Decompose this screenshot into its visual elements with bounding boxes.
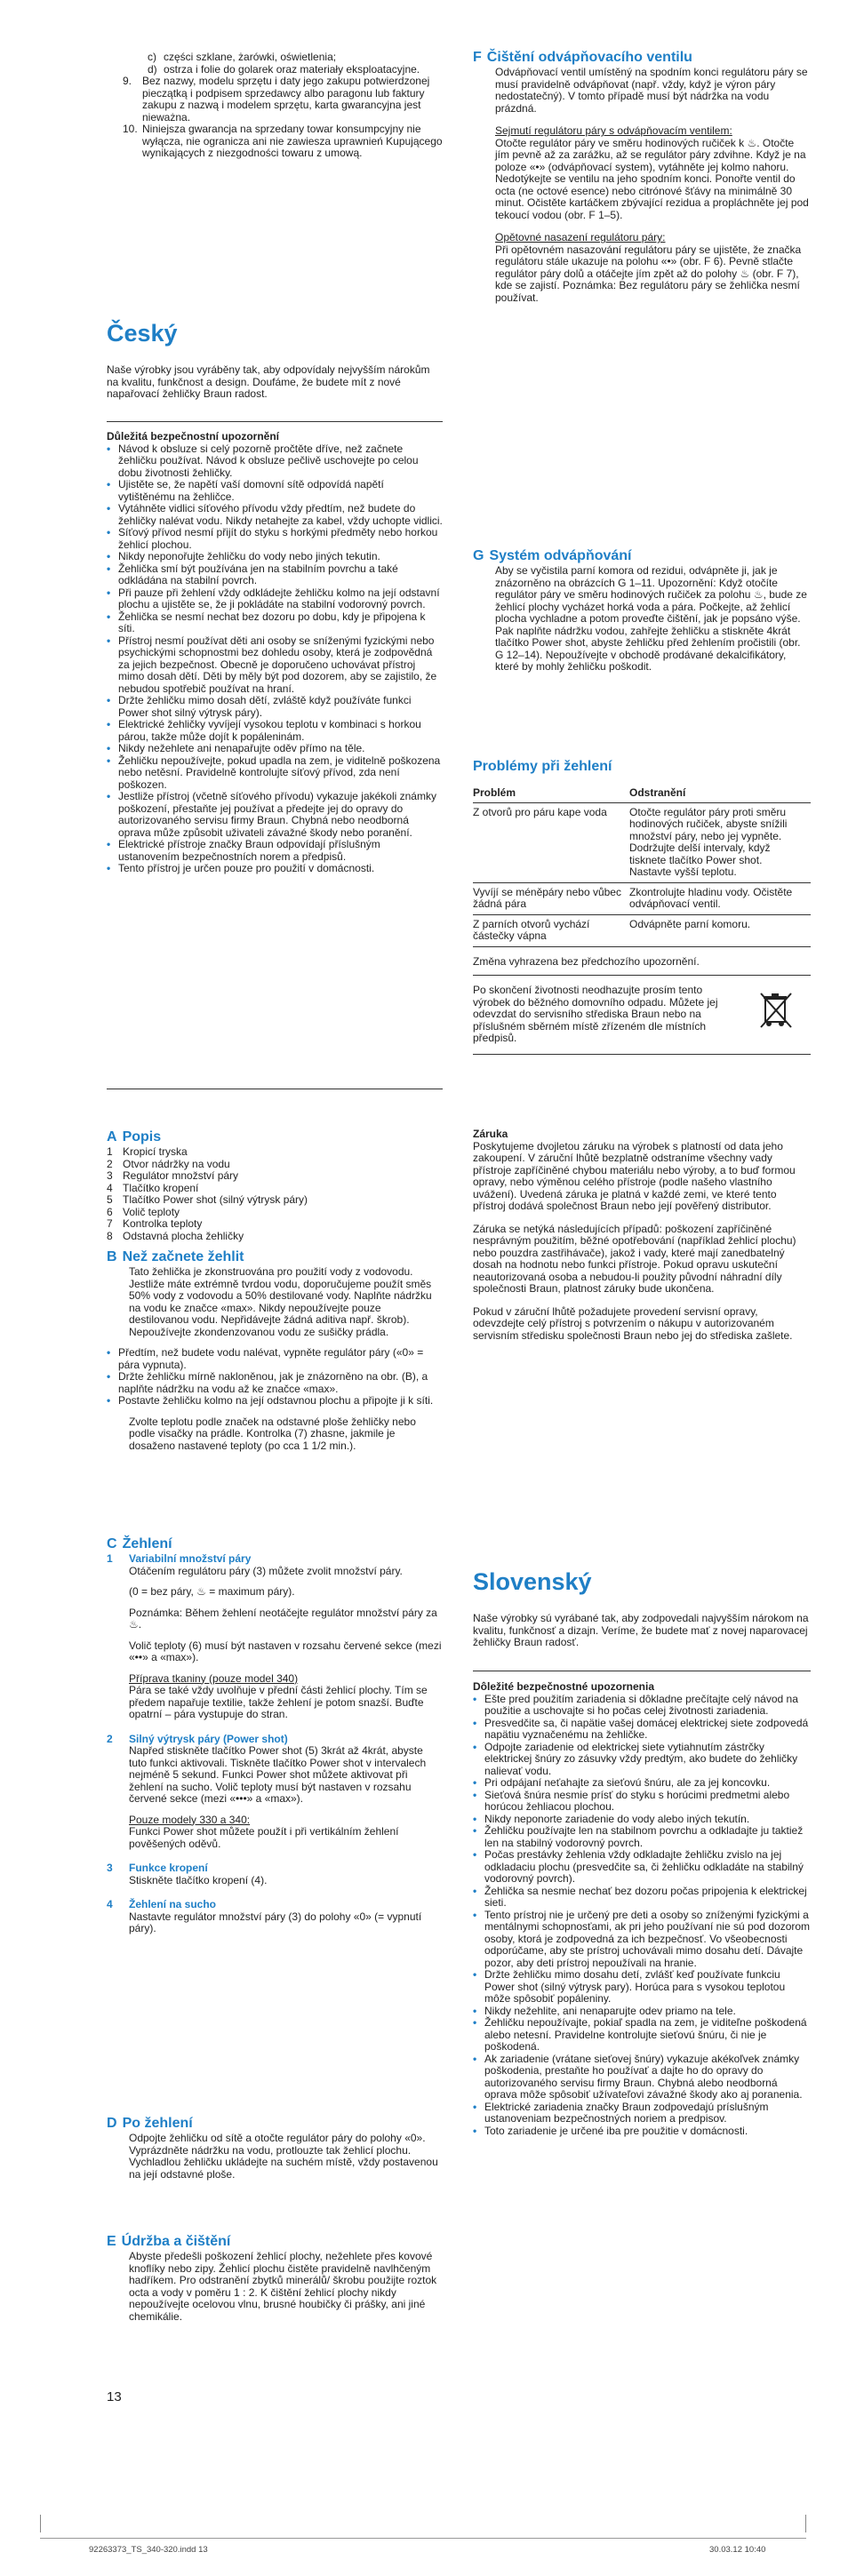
disposal-note xyxy=(473,985,811,1045)
list-item: • Návod k obsluze si celý pozorně pročtěte dříve, než začnete žehličku používat. Návod k obsluze pečlivě uschovejte po celou dobu životnosti žehličky. xyxy=(107,443,443,480)
list-item: • Držte žehličku mimo dosahu detí, zvlášť keď používate funkciu Power shot (silný výtrysk pary). Horúca para s vysokou teplotou môže spôsobiť popáleniny. xyxy=(473,1969,811,2006)
warranty-item xyxy=(123,76,443,124)
list-item: • Tento prístroj nie je určený pre deti a osoby so zníženými fyzickými a mentálnymi schopnosťami, ak pri jeho používaní nie sú pod dozorom osoby, ktorá je zodpovedná za ich bezpečnosť. Vo všeobecnosti odporúčame, aby ste prístroj uchovávali mimo dosahu detí. Dávajte pozor, aby deti prístroj nepoužívali na hranie. xyxy=(473,1910,811,1970)
c4-p1: Nastavte regulátor množství páry (3) do polohy «0» (= vypnutí páry). xyxy=(129,1910,422,1934)
problem-cell: Vyvíjí se méněpáry nebo vůbec žádná pára xyxy=(473,882,629,914)
warranty-p3: Pokud v záruční lhůtě požadujete provedení servisní opravy, odevzdejte celý přístroj s potvrzením o nákupu v autorizovaném servisním středisku společnosti Braun nebo jej do střediska zašlete. xyxy=(473,1304,793,1342)
c1-p2: (0 = bez páry, ♨ = maximum páry). xyxy=(129,1585,295,1598)
list-item: • Žehličku nepoužívajte, pokiaľ spadla na zem, je viditeľne poškodená alebo netesní. Pravidelne kontrolujte sieťovú šnúru, či nie je poškodená. xyxy=(473,2017,811,2054)
section-d-heading: D Po žehlení xyxy=(107,2116,193,2131)
section-f xyxy=(473,49,811,304)
section-g-heading: G Systém odvápňování xyxy=(473,548,632,563)
divider xyxy=(107,421,443,422)
cesky-intro: Naše výrobky jsou vyráběny tak, aby odpovídaly nejvyšším nárokům na kvalitu, funkčnost a design. Doufáme, že budete mít z nové napařovací žehličky Braun radost. xyxy=(107,363,430,400)
section-f-body xyxy=(473,67,811,304)
list-item: • Ak zariadenie (vrátane sieťovej šnúry) vykazuje akékoľvek známky poškodenia, prestaňte ho používať a dajte ho do opravy do autorizovaného servisu firmy Braun. Chybná alebo neodborná oprava môže spôsobiť užívateľovi závažné škody ako aj poranenia. xyxy=(473,2054,811,2101)
slovensky-safety xyxy=(473,1681,811,2137)
part-number: 8 xyxy=(107,1229,113,1242)
page-number: 13 xyxy=(107,2389,122,2405)
section-d xyxy=(107,2115,443,2181)
section-d-text: Odpojte žehličku od sítě a otočte regulátor páry do polohy «0». Vyprázdněte nádržku na vodu, protlouzte tak žehlicí plochu. Vychladlou žehličku ukládejte na suchém místě, vždy postavenou na její odstavné ploše. xyxy=(129,2132,438,2181)
section-a xyxy=(107,1128,443,1242)
warranty-item xyxy=(123,124,443,160)
c2-u: Pouze modely 330 a 340: xyxy=(129,1813,251,1826)
list-item: • Presvedčite sa, či napätie vašej domácej elektrickej siete zodpovedá napätiu vyznačenému na žehličke. xyxy=(473,1718,811,1742)
part-item xyxy=(107,1159,443,1171)
item-text: Niniejsza gwarancja na sprzedany towar konsumpcyjny nie wyłącza, nie ogranicza ani nie zawiesza uprawnień Kupującego wynikających z niezgodności towaru z umową. xyxy=(142,123,443,159)
list-item: • Při pauze při žehlení vždy odkládejte žehličku kolmo na její odstavní plochu a ujistěte se, že ji pokládáte na stabilní vodorovný povrch. xyxy=(107,587,443,611)
cesky-title: Český xyxy=(107,320,178,347)
part-number: 5 xyxy=(107,1193,113,1206)
list-item: • Ujistěte se, že napětí vaší domovní sítě odpovídá napětí vytištěnému na žehličce. xyxy=(107,479,443,503)
list-item: • Nikdy neponořujte žehličku do vody nebo jiných tekutin. xyxy=(107,551,443,563)
item-text: części szklane, żarówki, oświetlenia; xyxy=(164,51,337,63)
section-b xyxy=(107,1248,443,1452)
warranty-p1: Poskytujeme dvojletou záruku na výrobek s platností od data jeho zakoupení. V záruční lhůtě bezplatně odstraníme všechny vady přístroje zapříčiněné chybou materiálu nebo výroby, a to buď formou opravy, nebo výměnou celého přístroje (podle našeho vlastního uvážení). Uvedená záruka je platná v každé zemi, ve které tento přístroj dodává společnost Braun nebo její pověřený distributor. xyxy=(473,1139,796,1212)
item-number: 9. xyxy=(123,75,132,87)
section-b-heading: B Než začnete žehlit xyxy=(107,1249,244,1264)
section-c xyxy=(107,1535,443,1935)
section-b-text: Tato žehlička je zkonstruována pro použití vody z vodovodu. Jestliže máte extrémně tvrdou vodu, doporučujeme použít směs 50% vody z vodovodu a 50% destilované vody. Naplňte nádržku na vodu ke značce «max». Nikdy nepoužívejte pouze destilovanou vodu. Nepřidávejte žádná aditiva např. škrob). Nepoužívejte zkondenzovanou vodu ze sušičky prádla. xyxy=(129,1265,432,1338)
footer-date: 30.03.12 10:40 xyxy=(709,2545,766,2555)
item-number: d) xyxy=(148,62,157,76)
list-item: • Pri odpájaní neťahajte za sieťovú šnúru, ale za jej koncovku. xyxy=(473,1777,811,1790)
section-g-text: Aby se vyčistila parní komora od rezidui, odvápněte ji, jak je znázorněno na obrázcích G 1–11. Upozornění: Když otočíte regulátor páry ve směru hodinových ručiček za polohu ♨, bude ze žehlicí plochy vycházet horká voda a pára. Počkejte, až žehlicí plocha vychladne a potom proveďte čištění, jak je popsáno výše. Pak naplňte nádržku vodou, zahřejte žehličku a stiskněte 4krát tlačítko Power shot, abyste žehličku před žehlením pročistili (obr. G 12–14). Nepoužívejte v obchodě prodávané dekalcifikátory, které by mohly žehličku poškodit. xyxy=(495,564,807,673)
c2-p1: Napřed stiskněte tlačítko Power shot (5) 3krát až 4krát, abyste tuto funkci aktivovali. Tiskněte tlačítko Power shot v intervalech nejméně 5 sekund. Funkci Power shot můžete aktivovat při žehlení na sucho. Volič teploty musí být nastaven v rozsahu červené sekce (mezi «•••» a «max»). xyxy=(129,1744,427,1805)
warranty-p2: Záruka se netýká následujících případů: poškození zapříčiněné nesprávným použitím, běžné opotřebování (například žehlicí plochu) nebo pouzdra zastřihávače), jakož i vady, které mají zanedbatelný dosah na hodnotu nebo funkci přístroje. Pokud opravu uskuteční neautorizovaná osoba a nebudou-li použity původní náhradní díly společnosti Braun, platnost záruky bude ukončena. xyxy=(473,1222,796,1295)
crop-mark xyxy=(40,2515,41,2532)
list-item: • Předtím, než budete vodu nalévat, vypněte regulátor páry («0» = pára vypnuta). xyxy=(107,1347,443,1371)
change-note: Změna vyhrazena bez předchozího upozornění. xyxy=(473,954,700,968)
problems-title: Problémy při žehlení xyxy=(473,759,612,774)
c1-u: Příprava tkaniny (pouze model 340) xyxy=(129,1671,299,1685)
c3-p1: Stiskněte tlačítko kropení (4). xyxy=(129,1873,268,1886)
part-number: 2 xyxy=(107,1157,113,1170)
cesky-safety-title: Důležitá bezpečnostní upozornění xyxy=(107,430,280,443)
part-item xyxy=(107,1194,443,1207)
problems-section xyxy=(473,758,811,1055)
list-item: • Držte žehličku mírně nakloněnou, jak je znázorněno na obr. (B), a naplňte nádržku na vodu až ke značce «max». xyxy=(107,1371,443,1395)
item-text: Bez nazwy, modelu sprzętu i daty jego zakupu potwierdzonej pieczątką i podpisem sprzedawcy albo paragonu lub faktury zakupu z nazwą i modelem sprzętu, karta gwarancyjna jest nieważna. xyxy=(142,75,430,124)
table-row xyxy=(473,882,811,914)
part-item xyxy=(107,1207,443,1219)
part-label: Tlačítko Power shot (silný výtrysk páry) xyxy=(123,1193,308,1206)
part-label: Otvor nádržky na vodu xyxy=(123,1157,230,1170)
list-item: • Počas prestávky žehlenia vždy odkladajte žehličku zvislo na jej odkladaciu plochu (presvedčite sa, či žehličku odkladáte na stabilný vodorovný povrch). xyxy=(473,1849,811,1886)
f-p3: Při opětovném nasazování regulátoru páry se ujistěte, že značka regulátoru stále ukazuje na polohu «•» (obr. F 6). Pevně stlačte regulátor páry dolů a otáčejte jím zpět až do polohy ♨ (obr. F 7), kde se zajistí. Poznámka: Bez regulátoru páry se žehlička nesmí používat. xyxy=(495,243,802,304)
list-item: • Jestliže přístroj (včetně síťového přívodu) vykazuje jakékoli známky poškození, přestaňte jej používat a předejte jej do opravy do autorizovaného servisu firmy Braun. Chybná nebo neodborná oprava může způsobit uživateli závažné škody nebo poranění. xyxy=(107,791,443,839)
list-item: • Elektrické zariadenia značky Braun zodpovedajú príslušným ustanoveniam bezpečnostných noriem a predpisov. xyxy=(473,2101,811,2125)
problem-cell: Z otvorů pro páru kape voda xyxy=(473,802,629,882)
cesky-safety-list xyxy=(107,443,443,875)
c3-title: 3 Funkce kropení xyxy=(107,1862,208,1874)
section-b-list xyxy=(107,1347,443,1408)
problems-table xyxy=(473,785,811,947)
part-label: Kropicí tryska xyxy=(123,1145,188,1158)
part-item xyxy=(107,1170,443,1183)
warranty-title: Záruka xyxy=(473,1128,508,1140)
slovensky-safety-title: Dôležité bezpečnostné upozornenia xyxy=(473,1680,655,1693)
list-item: • Ešte pred použitím zariadenia si dôkladne prečítajte celý návod na použitie a uschovajte si ho počas celej životnosti zariadenia. xyxy=(473,1694,811,1718)
item-number: c) xyxy=(148,51,156,63)
part-label: Regulátor množství páry xyxy=(123,1169,239,1182)
divider xyxy=(473,975,811,976)
f-u2: Opětovné nasazení regulátoru páry: xyxy=(495,231,666,243)
section-c-heading: C Žehlení xyxy=(107,1536,172,1551)
list-item: • Žehlička smí být používána jen na stabilním povrchu a také odkládána na stabilní povrch. xyxy=(107,563,443,587)
solution-cell: Zkontrolujte hladinu vody. Očistěte odvápňovací ventil. xyxy=(629,882,811,914)
crossed-bin-icon xyxy=(757,990,795,1045)
part-number: 1 xyxy=(107,1145,113,1158)
list-item: • Tento přístroj je určen pouze pro použití v domácnosti. xyxy=(107,863,443,875)
list-item: • Žehličku používajte len na stabilnom povrchu a odkladajte ju taktiež len na stabilný vodorovný povrch. xyxy=(473,1825,811,1849)
polish-warranty-tail xyxy=(123,52,443,160)
slovensky-title: Slovenský xyxy=(473,1568,592,1595)
crop-mark xyxy=(805,2515,806,2532)
part-label: Kontrolka teploty xyxy=(123,1217,203,1230)
f-p2: Otočte regulátor páry ve směru hodinových ručiček k ♨. Otočte jím pevně až za zarážku, až se regulátor páry zdvihne. Když je na poloze «•» (odvápňovací system), vytáhněte jej kolmo nahoru. Nedotýkejte se ventilu na jeho spodním konci. Ponořte ventil do octa (ne octové esence) nebo citrónové šťávy na minimálně 30 minut. Očistěte kartáčkem zbývající rezidua a propláchněte jej pod tekoucí vodou (obr. F 1–5). xyxy=(495,136,809,221)
list-item: • Vytáhněte vidlici síťového přívodu vždy předtím, než budete do žehličky nalévat vodu. Nikdy netahejte za kabel, vždy uchopte vidlici. xyxy=(107,503,443,527)
c4-title: 4 Žehlení na sucho xyxy=(107,1898,217,1910)
list-item: • Žehlička se nesmí nechat bez dozoru po dobu, kdy je připojena k síti. xyxy=(107,611,443,635)
part-item xyxy=(107,1183,443,1195)
section-e xyxy=(107,2233,443,2323)
part-item xyxy=(107,1146,443,1159)
table-row xyxy=(473,802,811,882)
col-solution-header: Odstranění xyxy=(629,785,811,802)
list-item: • Toto zariadenie je určené iba pre použitie v domácnosti. xyxy=(473,2125,811,2138)
print-footer xyxy=(0,2515,848,2576)
list-item: • Nikdy neponorte zariadenie do vody alebo iných tekutín. xyxy=(473,1814,811,1826)
footer-file: 92263373_TS_340-320.indd 13 xyxy=(89,2545,208,2555)
divider xyxy=(473,1054,811,1055)
list-item: • Postavte žehličku kolmo na její odstavnou plochu a připojte ji k síti. xyxy=(107,1395,443,1408)
c1-p4: Volič teploty (6) musí být nastaven v rozsahu červené sekce (mezi «••» a «max»). xyxy=(129,1639,442,1663)
list-item: • Nikdy nežehlete ani nenapařujte oděv přímo na těle. xyxy=(107,743,443,755)
list-item: • Žehličku nepoužívejte, pokud upadla na zem, je viditelně poškozena nebo netěsní. Pravidelně kontrolujte síťový přívod, zda není poškozen. xyxy=(107,755,443,792)
slovensky-section xyxy=(473,1568,811,1649)
warranty-section xyxy=(473,1128,811,1342)
problem-cell: Z parních otvorů vychází částečky vápna xyxy=(473,914,629,946)
list-item: • Sieťová šnúra nesmie prísť do styku s horúcimi predmetmi alebo horúcou žehliacou plochou. xyxy=(473,1790,811,1814)
item-number: 10. xyxy=(123,123,138,135)
f-p1: Odvápňovací ventil umístěný na spodním konci regulátoru páry se musí pravidelně odvápňovat (např. vždy, když je výron páry nedostatečný). V tomto případě musí být nádržka na vodu prázdná. xyxy=(495,66,808,115)
list-item: • Odpojte zariadenie od elektrickej siete vytiahnutím zástrčky elektrickej šnúry zo zásuvky vždy predtým, ako budete do žehličky nalievať vodu. xyxy=(473,1742,811,1778)
solution-cell: Otočte regulátor páry proti směru hodinových ručiček, abyste snížili množství páry, nebo jej vypněte. Dodržujte delší intervaly, když tisknete tlačítko Power shot. Nastavte vyšší teplotu. xyxy=(629,802,811,882)
section-b-text2: Zvolte teplotu podle značek na odstavné ploše žehličky nebo podle visačky na prádle. Kontrolka (7) zhasne, jakmile je dosaženo nastavené teploty (po cca 1 1/2 min.). xyxy=(129,1415,416,1452)
part-item xyxy=(107,1218,443,1231)
list-item: • Elektrické přístroje značky Braun odpovídají příslušným ustanovením bezpečnostních norem a předpisů. xyxy=(107,839,443,863)
item-text: ostrza i folie do golarek oraz materiały eksploatacyjne. xyxy=(164,62,420,76)
section-e-text: Abyste předešli poškození žehlicí plochy, nežehlete přes kovové knoflíky nebo zipy. Žehlicí plochu čistěte pravidelně navlhčeným hadříkem. Pro odstranění zbytků minerálů/ škrobu použijte roztok octa a vody v poměru 1 : 2. K čištění žehlicí plochy nikdy nepoužívejte ocelovou vlnu, brusné houbičky či prášky, ani jiné chemikálie. xyxy=(129,2250,437,2323)
part-number: 4 xyxy=(107,1181,113,1194)
c2-title: 2 Silný výtrysk páry (Power shot) xyxy=(107,1732,288,1745)
footer-line xyxy=(40,2538,806,2539)
section-f-heading: F Čištění odvápňovacího ventilu xyxy=(473,50,692,65)
polish-warranty-list xyxy=(123,52,443,160)
col-problem-header: Problém xyxy=(473,785,629,802)
parts-list xyxy=(107,1146,443,1242)
warranty-item xyxy=(123,52,443,64)
list-item: • Přístroj nesmí používat děti ani osoby se sníženými fyzickými nebo psychickými schopnostmi bez dohledu osoby, která je zodpovědná za jejich bezpečnost. Obecně je doporučeno uchovávat přístroj mimo dosah dětí. Děti by měly být pod dozorem, aby se zajistilo, že nebudou spotřebič používat na hraní. xyxy=(107,635,443,696)
part-label: Volič teploty xyxy=(123,1205,180,1218)
f-u1: Sejmutí regulátoru páry s odvápňovacím ventilem: xyxy=(495,124,732,137)
part-item xyxy=(107,1231,443,1243)
list-item: • Držte žehličku mimo dosah dětí, zvláště když používáte funkci Power shot silný výtrysk páry). xyxy=(107,695,443,719)
part-label: Tlačítko kropení xyxy=(123,1181,199,1194)
section-g xyxy=(473,547,811,674)
section-e-heading: E Údržba a čištění xyxy=(107,2234,231,2249)
cesky-safety xyxy=(107,431,443,875)
part-label: Odstavná plocha žehličky xyxy=(123,1229,244,1242)
c1-p1: Otáčením regulátoru páry (3) můžete zvolit množství páry. xyxy=(129,1564,403,1577)
cesky-section xyxy=(107,320,443,401)
disposal-text: Po skončení životnosti neodhazujte prosím tento výrobek do běžného domovního odpadu. Můžete jej odevzdat do servisního střediska Braun nebo na příslušném sběrném místě zřízeném dle místních předpisů. xyxy=(473,984,718,1044)
section-c-body xyxy=(107,1553,443,1935)
part-number: 3 xyxy=(107,1169,113,1182)
c1-p3: Poznámka: Během žehlení neotáčejte regulátor množství páry za ♨. xyxy=(129,1606,437,1631)
part-number: 6 xyxy=(107,1205,113,1218)
list-item: • Žehlička sa nesmie nechať bez dozoru počas pripojenia k elektrickej sieti. xyxy=(473,1886,811,1910)
c1-title: 1 Variabilní množství páry xyxy=(107,1552,252,1565)
slovensky-safety-list xyxy=(473,1694,811,2138)
warranty-item xyxy=(123,64,443,76)
table-row xyxy=(473,914,811,946)
part-number: 7 xyxy=(107,1217,113,1230)
solution-cell: Odvápněte parní komoru. xyxy=(629,914,811,946)
list-item: • Síťový přívod nesmí přijít do styku s horkými předměty nebo horkou žehlicí plochou. xyxy=(107,527,443,551)
list-item: • Elektrické žehličky vyvíjejí vysokou teplotu v kombinaci s horkou párou, takže může dojít k popáleninám. xyxy=(107,719,443,743)
slovensky-intro: Naše výrobky sú vyrábané tak, aby zodpovedali najvyšším nárokom na kvalitu, funkčnosť a dizajn. Veríme, že budete mať z novej naparovacej žehličky Braun radosť. xyxy=(473,1612,809,1648)
c2-p2: Funkci Power shot můžete použít i při vertikálním žehlení pověšených oděvů. xyxy=(129,1825,399,1850)
list-item: • Nikdy nežehlite, ani nenaparujte odev priamo na tele. xyxy=(473,2006,811,2018)
section-a-heading: A Popis xyxy=(107,1129,162,1144)
c1-p5: Pára se také vždy uvolňuje v přední části žehlicí plochy. Tím se předem napařuje textilie, takže žehlení je potom snazší. Buďte opatrní – pára vystupuje do stran. xyxy=(129,1684,428,1720)
